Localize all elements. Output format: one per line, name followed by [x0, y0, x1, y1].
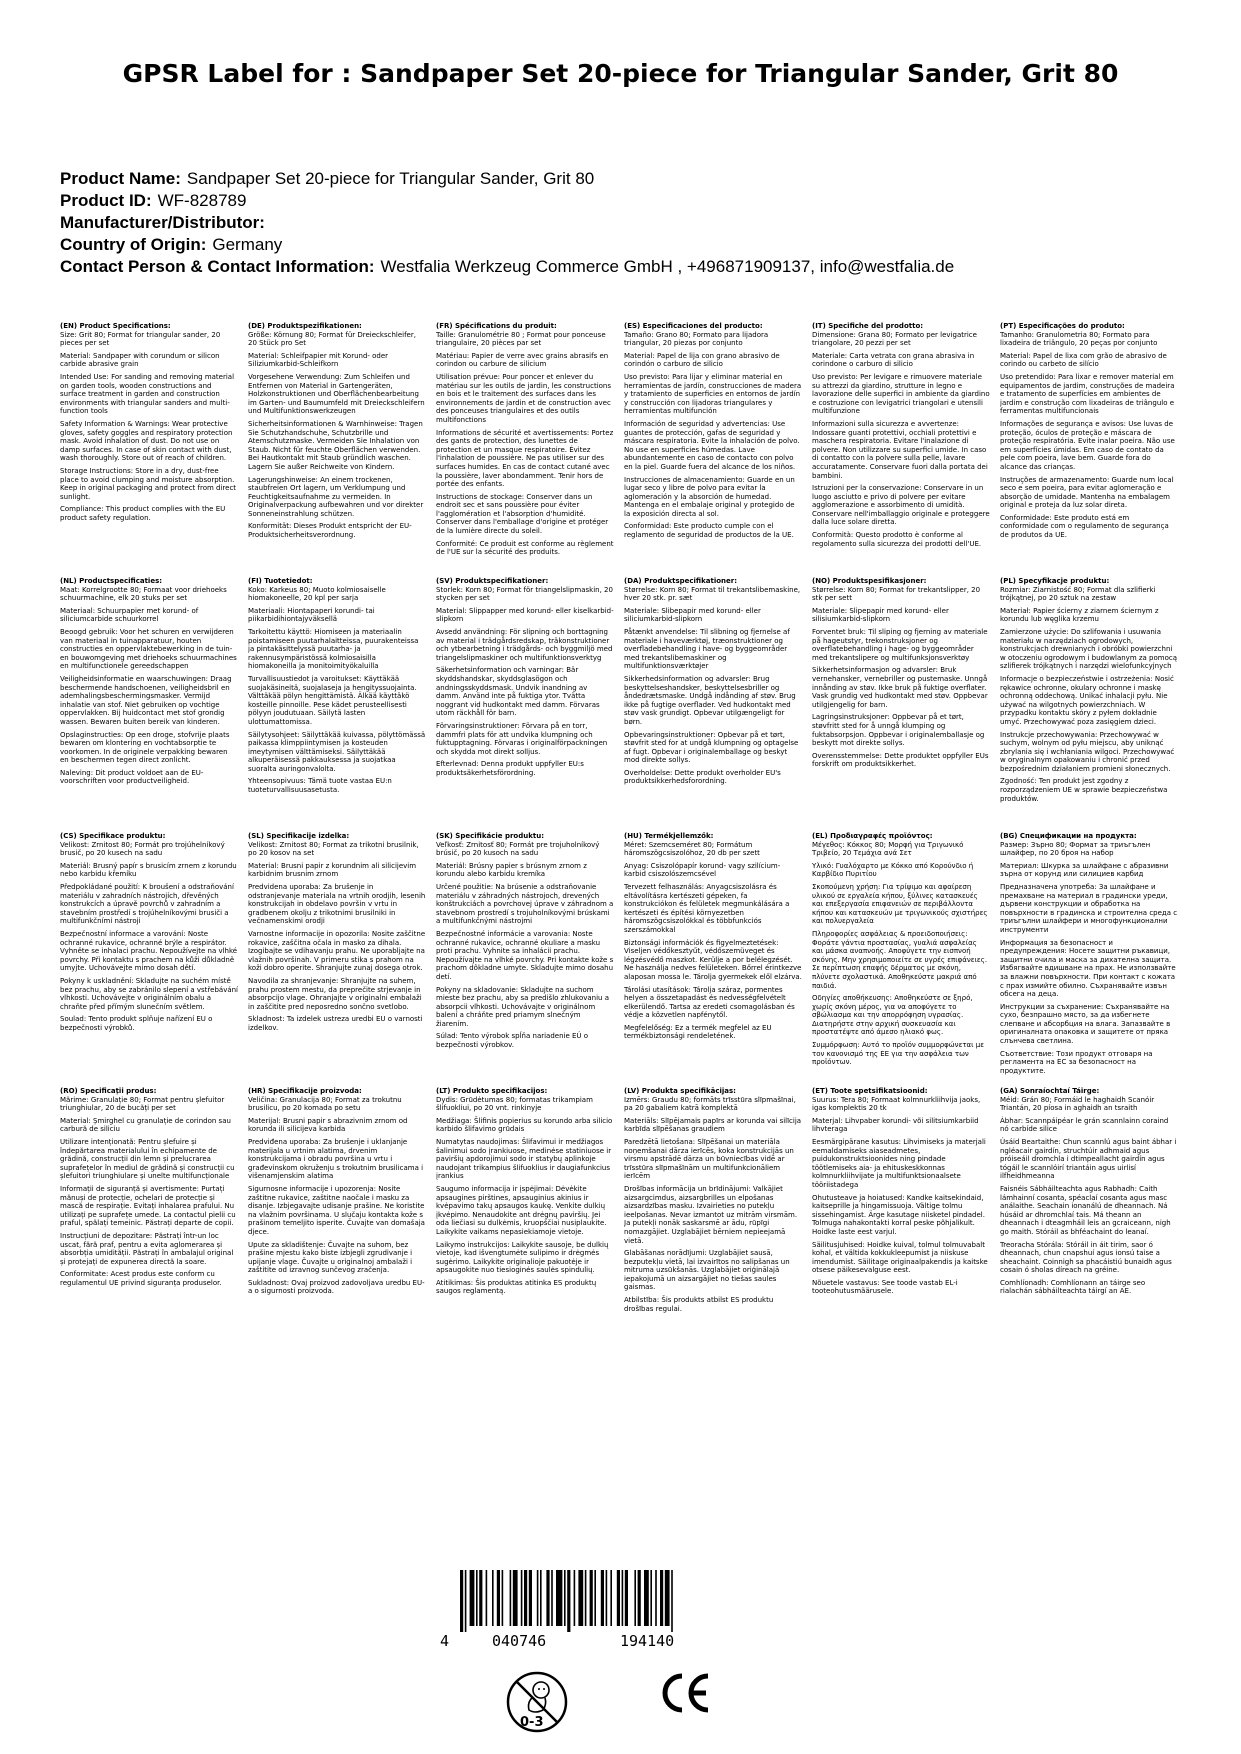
language-paragraph: Varnostne informacije in opozorila: Nosite zaščitne rokavice, zaščitna očala in masko za dihala. Izogibajte se vdihavanju prahu. Ne uporabljajte na vlažnih površinah. V primeru stika s prahom na koži dobro operite. Shranjujte zunaj dosega otrok.	[248, 929, 426, 973]
language-block	[248, 577, 426, 832]
language-header: (CS) Specifikace produktu:	[60, 832, 166, 840]
language-paragraph: Turvallisuustiedot ja varoitukset: Käyttäkää suojakäsineitä, suojalaseja ja hengityssuojainta. Välttäkää pölyn hengittämistä. Älkää käyttäkö kosteille pinnoille. Pese kädet perusteellisesti pölyyn joudutuaan. Säilytä lasten ulottumattomissa.	[248, 674, 417, 726]
language-paragraph: Informacje o bezpieczeństwie i ostrzeżenia: Nosić rękawice ochronne, okulary ochronne i maskę ochronną oddechową. Unikać inhalacji pyłu. Nie używać na wilgotnych powierzchniach. W przypadku kontaktu skóry z pyłem dokładnie umyć. Przechowywać poza zasięgiem dzieci.	[1000, 674, 1174, 726]
language-paragraph: Materiale: Carta vetrata con grana abrasiva in corindone o carburo di silicio	[812, 351, 975, 369]
language-paragraph: Размер: Зърно 80; Формат за триъгълен шлайфер, по 20 броя на набор	[1000, 840, 1151, 858]
language-paragraph: Συμμόρφωση: Αυτό το προϊόν συμμορφώνεται με τον κανονισμό της ΕΕ για την ασφάλεια των προϊόντων.	[812, 1041, 985, 1067]
language-header: (PL) Specyfikacje produktu:	[1000, 577, 1110, 585]
language-paragraph: Beoogd gebruik: Voor het schuren en verwijderen van materiaal in tuinapparatuur, houten constructies en oppervlaktebewerking in de tuin- en bouwomgeving met driehoeks schuurmachines en multifunctionele gereedschappen	[60, 627, 237, 671]
barcode-bar	[497, 1570, 500, 1626]
language-block	[60, 1087, 238, 1342]
language-paragraph: Yhteensopivuus: Tämä tuote vastaa EU:n tuoteturvallisuusasetusta.	[248, 777, 392, 795]
language-paragraph: Größe: Körnung 80; Format für Dreieckschleifer, 20 Stück pro Set	[248, 330, 416, 348]
language-header: (HR) Specifikacije proizvoda:	[248, 1087, 362, 1095]
language-header: (FR) Spécifications du produit:	[436, 322, 557, 330]
language-paragraph: Suurus: Tera 80; Formaat kolmnurkliihvija jaoks, igas komplektis 20 tk	[812, 1095, 981, 1113]
barcode-bar	[644, 1570, 649, 1626]
language-paragraph: Ohutusteave ja hoiatused: Kandke kaitsekindaid, kaitseprille ja hingamissuoja. Vältige tolmu sissehingamist. Ärge kasutage niisketel pindadel. Tolmuga nahakontakti korral peske põhjalikult. Hoidke laste eest varjul.	[812, 1193, 985, 1236]
age-warning-text: 0-3	[520, 1715, 544, 1730]
language-paragraph: Sikkerhetsinformasjon og advarsler: Bruk vernehansker, vernebriller og pustemaske. Unngå innånding av støv. Ikke bruk på fuktige overflater. Vask grundig ved hudkontakt med støv. Oppbevar utilgjengelig for barn.	[812, 666, 988, 709]
language-paragraph: Lagringsinstruksjoner: Oppbevar på et tørt, støvfritt sted for å unngå klumping og fuktabsorpsjon. Oppbevar i originalemballasje og beskytt mot direkte sollys.	[812, 713, 985, 748]
barcode-bar	[634, 1570, 636, 1626]
barcode-bar	[540, 1570, 542, 1626]
language-header: (DE) Produktspezifikationen:	[248, 322, 362, 330]
language-paragraph: Opslaginstructies: Op een droge, stofvrije plaats bewaren om klontering en vochtabsorptie te voorkomen. In de originele verpakking bewaren en beschermen tegen direct zonlicht.	[60, 730, 230, 765]
origin-label: Country of Origin:	[60, 235, 207, 254]
language-paragraph: Upute za skladištenje: Čuvajte na suhom, bez prašine mjestu kako biste izbjegli zgrudivanje i upijanje vlage. Čuvajte u originalnoj ambalaži i zaštitite od izravnog sunčevog zračenja.	[248, 1240, 413, 1275]
language-paragraph: Intended Use: For sanding and removing material on garden tools, wooden constructions and surface treatment in garden and construction environments with triangular sanders and multi-function tools	[60, 372, 235, 416]
barcode-bar	[476, 1570, 478, 1626]
barcode-bar	[479, 1570, 482, 1626]
language-header: (LV) Produkta specifikācijas:	[624, 1087, 736, 1095]
barcode-bar	[524, 1570, 527, 1626]
barcode-right-digits: 194140	[620, 1632, 675, 1650]
language-paragraph: Lagerungshinweise: An einem trockenen, staubfreien Ort lagern, um Verklumpung und Feuchtigkeitsaufnahme zu vermeiden. In Originalverpackung aufbewahren und vor direkter Sonneneinstrahlung schützen.	[248, 475, 424, 518]
language-paragraph: Предназначена употреба: За шлайфане и премахване на материал в градински уреди, дървени конструкции и обработка на повърхности в градинска и строителна среда с триъгълни шлайфери и многофункционални инструменти	[1000, 882, 1178, 934]
manufacturer-row	[60, 212, 1200, 234]
language-paragraph: Safety Information & Warnings: Wear protective gloves, safety goggles and respiratory protection mask. Avoid inhalation of dust. Do not use on damp surfaces. In case of skin contact with dust, wash thoroughly. Store out of reach of children.	[60, 419, 233, 463]
language-block	[436, 832, 614, 1087]
barcode-bar	[622, 1570, 624, 1626]
product-id-value: WF-828789	[157, 191, 247, 210]
language-paragraph: Súlad: Tento výrobok spĺňa nariadenie EÚ o bezpečnosti výrobkov.	[436, 1032, 589, 1050]
language-block	[812, 1087, 990, 1342]
contact-value: Westfalia Werkzeug Commerce GmbH , +496871909137, info@westfalia.de	[380, 257, 955, 276]
language-paragraph: Drošības informācija un brīdinājumi: Valkājiet aizsargcimdus, aizsargbrilles un elpošanas aizsardzības masku. Izvairieties no putekļu ieelpošanas. Nevar izmantot uz mitrām virsmām. Ja putekļi nonāk saskarsmē ar ādu, rūpīgi nomazgājiet. Uzglabājiet bērniem nepieejamā vietā.	[624, 1184, 798, 1245]
barcode-bar	[590, 1570, 593, 1626]
language-paragraph: Sicherheitsinformationen & Warnhinweise: Tragen Sie Schutzhandschuhe, Schutzbrille und Atemschutzmaske. Vermeiden Sie Inhalation von Staub. Nicht für feuchte Oberflächen verwenden. Bei Hautkontakt mit Staub gründlich waschen. Lagern Sie außer Reichweite von Kindern.	[248, 419, 423, 471]
language-paragraph: Tarkoitettu käyttö: Hiomiseen ja materiaalin poistamiseen puutarhalaitteissa, puurakenteissa ja pintakäsittelyssä puutarha- ja rakennusympäristössä kolmiosaisilla hiomakoneilla ja monitoimityökaluilla	[248, 627, 419, 671]
origin-value: Germany	[212, 235, 283, 254]
language-paragraph: Rozmiar: Ziarnistość 80; Format dla szlifierki trójkątnej, po 20 sztuk na zestaw	[1000, 585, 1156, 603]
barcode-bar	[470, 1570, 475, 1626]
language-paragraph: Μέγεθος: Κόκκος 80; Μορφή για Τριγωνικό Τριβείο, 20 Τεμάχια ανά Σετ	[812, 840, 964, 858]
language-paragraph: Veličina: Granulacija 80; Format za trokutnu brusilicu, po 20 komada po setu	[248, 1095, 402, 1113]
language-header: (NL) Productspecificaties:	[60, 577, 163, 585]
barcode-bar	[521, 1570, 523, 1626]
language-paragraph: Størrelse: Korn 80; Format for trekantslipper, 20 stk per sett	[812, 585, 981, 603]
language-header: (GA) Sonraíochtaí Táirge:	[1000, 1087, 1100, 1095]
language-paragraph: Utilisation prévue: Pour poncer et enlever du matériau sur les outils de jardin, les constructions en bois et le traitement des surfaces dans les environnements de jardin et de construction avec des ponceuses triangulaires et des outils multifonctions	[436, 372, 612, 424]
language-paragraph: Velikost: Zrnitost 80; Formát pro trojúhelníkový brusič, po 20 kusech na sadu	[60, 840, 225, 858]
language-band	[60, 832, 1180, 1087]
barcode-bar	[638, 1570, 641, 1626]
language-paragraph: Πληροφορίες ασφάλειας & προειδοποιήσεις: Φοράτε γάντια προστασίας, γυαλιά ασφαλείας και μάσκα αναπνοής. Αποφύγετε την εισπνοή σκόνης. Μην χρησιμοποιείτε σε υγρές επιφάνειες. Σε περίπτωση επαφής δέρματος με σκόνη, πλύνετε σχολαστικά. Αποθηκεύστε μακριά από παιδιά.	[812, 929, 988, 990]
language-paragraph: Tervezett felhasználás: Anyagcsiszolásra és eltávolításra kertészeti gépeken, fa konstrukciókon és felületek megmunkálására a kertészeti és építési környezetben háromszögcsiszolókkal és többfunkciós szerszámokkal	[624, 882, 790, 934]
barcode-bar	[650, 1570, 652, 1626]
origin-row	[60, 234, 1200, 256]
language-header: (ET) Toote spetsifikatsioonid:	[812, 1087, 928, 1095]
age-warning-0-3-icon	[505, 1670, 569, 1738]
barcode	[440, 1570, 760, 1650]
language-block	[1000, 322, 1178, 577]
language-paragraph: Bezpečnostní informace a varování: Noste ochranné rukavice, ochranné brýle a respirátor. Vyhněte se inhalaci prachu. Nepoužívejte na vlhké povrchy. Při kontaktu s prachem na kůži důkladně umyjte. Uchovávejte mimo dosah dětí.	[60, 929, 238, 973]
language-header: (BG) Спецификации на продукта:	[1000, 832, 1137, 840]
language-paragraph: Förvaringsinstruktioner: Förvara på en torr, dammfri plats för att undvika klumpning och fuktupptagning. Förvaras i originalförpackningen och skydda mot direkt solljus.	[436, 721, 608, 756]
product-name-value: Sandpaper Set 20-piece for Triangular Sander, Grit 80	[186, 169, 595, 188]
barcode-bar	[564, 1570, 566, 1626]
language-header: (ES) Especificaciones del producto:	[624, 322, 763, 330]
barcode-bar	[665, 1570, 670, 1626]
language-paragraph: Faisnéis Sábháilteachta agus Rabhadh: Caith lámhainní cosanta, spéaclaí cosanta agus masc análaithe. Seachain ionanálú de dheannach. Ná húsáid ar dhromchlaí tais. Má theann an dheannach i dteagmháil leis an gcraiceann, nigh go maith. Stóráil as bhféachaint do leanaí.	[1000, 1184, 1171, 1236]
language-block	[436, 1087, 614, 1342]
language-band	[60, 322, 1180, 577]
language-paragraph: Material: Papel de lixa com grão de abrasivo de corindo ou carbeto de silício	[1000, 351, 1167, 369]
contact-row	[60, 256, 1200, 278]
language-paragraph: Atbilstība: Šis produkts atbilst ES produktu drošības regulai.	[624, 1296, 774, 1313]
language-paragraph: Size: Grit 80; Format for triangular sander, 20 pieces per set	[60, 330, 221, 348]
language-paragraph: Taille: Granulométrie 80 ; Format pour ponceuse triangulaire, 20 pièces par set	[436, 330, 606, 348]
language-block	[248, 322, 426, 577]
language-paragraph: Méret: Szemcseméret 80; Formátum háromszögcsiszolóhoz, 20 db per szett	[624, 840, 760, 858]
barcode-bar	[486, 1570, 488, 1626]
language-paragraph: Material: Papel de lija con grano abrasivo de corindón o carburo de silicio	[624, 351, 780, 369]
language-header: (LT) Produkto specifikacijos:	[436, 1087, 548, 1095]
barcode-bar	[601, 1570, 604, 1626]
contact-label: Contact Person & Contact Information:	[60, 257, 375, 276]
language-paragraph: Material: Sandpaper with corundum or silicon carbide abrasive grain	[60, 351, 220, 369]
language-paragraph: Информация за безопасност и предупреждения: Носете защитни ръкавици, защитни очила и маска за дихателна защита. Избягвайте вдишване на прах. Не използвайте за влажни повърхности. При контакт с кожата с прах измийте обилно. Съхранявайте извън обсега на деца.	[1000, 938, 1176, 999]
language-paragraph: Materiál: Brusný papír s brusicím zrnem z korundu nebo karbidu křemíku	[60, 861, 237, 879]
ce-mark-icon	[660, 1672, 712, 1718]
language-block	[1000, 577, 1178, 832]
language-paragraph: Säilytysohjeet: Säilyttäkää kuivassa, pölyttömässä paikassa klimppiintymisen ja kosteuden imeytymisen välttämiseksi. Säilyttäkää alkuperäisessä pakkauksessa ja suojatkaa suoralta auringonvalolta.	[248, 730, 426, 773]
language-header: (DA) Produktspecifikationer:	[624, 577, 738, 585]
language-paragraph: Zamierzone użycie: Do szlifowania i usuwania materiału w narzędziach ogrodowych, konstrukcjach drewnianych i obróbki powierzchni w otoczeniu ogrodowym i budowlanym za pomocą szlifierek trójkątnych i narzędzi wielofunkcyjnych	[1000, 627, 1178, 671]
barcode-bar	[529, 1570, 532, 1626]
barcode-bar	[502, 1570, 504, 1626]
language-paragraph: Conformidade: Este produto está em conformidade com o regulamento de segurança de produtos da UE.	[1000, 513, 1169, 540]
language-header: (NO) Produktspesifikasjoner:	[812, 577, 927, 585]
language-block	[812, 832, 990, 1087]
language-paragraph: Glabāšanas norādījumi: Uzglabājiet sausā, bezputekļu vietā, lai izvairītos no salipšanas un mitruma uzsūkšanās. Uzglabājiet oriģinālajā iepakojumā un aizsargājiet no tiešas saules gaismas.	[624, 1249, 790, 1292]
language-paragraph: Určené použitie: Na brúsenie a odstraňovanie materiálu v záhradných nástrojoch, drevených konštrukciách a povrchovej úprave v záhradnom a stavebnom prostredí s trojuholníkovými brúskami a multifunkčnými nástrojmi	[436, 882, 614, 926]
barcode-bar	[617, 1570, 620, 1626]
barcode-bar	[551, 1570, 553, 1626]
language-header: (PT) Especificações do produto:	[1000, 322, 1125, 330]
language-paragraph: Utilizare intenționată: Pentru șlefuire și îndepărtarea materialului în echipamente de grădină, construcții din lemn și prelucrarea suprafețelor în mediul de grădină și construcții cu șlefuitori triunghiulare și unelte multifuncționale	[60, 1137, 235, 1181]
language-paragraph: Úsáid Beartaithe: Chun scannlú agus baint ábhar i ngléacair gairdín, struchtúir adhmaid agus próiseáil dromchla i dtimpeallacht gairdín agus tógáil le scannlóirí triantáin agus uirlisí ilfheidhmeanna	[1000, 1137, 1177, 1181]
language-paragraph: Υλικό: Γυαλόχαρτο με Κόκκο από Κορούνδιο ή Καρβίδιο Πυριτίου	[812, 861, 974, 879]
language-paragraph: Soulad: Tento produkt splňuje nařízení EU o bezpečnosti výrobků.	[60, 1015, 213, 1032]
language-block	[60, 322, 238, 577]
language-paragraph: Materiaali: Hiontapaperi korundi- tai piikarbidihiontajyväksellä	[248, 606, 375, 624]
language-paragraph: Säkerhetsinformation och varningar: Bär skyddshandskar, skyddsglasögon och andningsskyddsmask. Undvik inandning av damm. Använd inte på fuktiga ytor. Tvätta noggrant vid hudkontakt med damm. Förvaras utom räckhåll för barn.	[436, 666, 600, 718]
language-paragraph: Material: Șmirghel cu granulație de corindon sau carbură de siliciu	[60, 1116, 231, 1134]
language-paragraph: Dydis: Grūdėtumas 80; formatas trikampiam šlifuokliui, po 20 vnt. rinkinyje	[436, 1095, 593, 1113]
language-band	[60, 1087, 1180, 1342]
language-block	[248, 1087, 426, 1342]
language-paragraph: Comhlíonadh: Comhlíonann an táirge seo rialachán sábháilteachta táirgí an AE.	[1000, 1278, 1146, 1296]
language-paragraph: Størrelse: Korn 80; Format til trekantslibemaskine, hver 20 stk. pr. sæt	[624, 585, 801, 603]
language-paragraph: Koko: Karkeus 80; Muoto kolmiosaiselle hiomakoneelle, 20 kpl per sarja	[248, 585, 386, 603]
language-paragraph: Uso pretendido: Para lixar e remover material em equipamentos de jardim, construções de madeira e tratamento de superfícies em ambientes de jardim e construção com lixadeiras de triângulo e ferramentas multifuncionais	[1000, 372, 1175, 416]
language-paragraph: Maat: Korrelgrootte 80; Formaat voor driehoeks schuurmachine, elk 20 stuks per set	[60, 585, 227, 603]
barcode-bar	[567, 1570, 570, 1632]
language-paragraph: Uso previsto: Per levigare e rimuovere materiale su attrezzi da giardino, strutture in legno e lavorazione delle superfici in ambiente da giardino e costruzione con levigatrici triangolari e utensili multifunzione	[812, 372, 990, 416]
language-block	[624, 1087, 802, 1342]
product-name-label: Product Name:	[60, 169, 181, 188]
barcode-bars	[460, 1570, 750, 1632]
language-paragraph: Sigurnosne informacije i upozorenja: Nosite zaštitne rukavice, zaštitne naočale i masku za disanje. Izbjegavajte udisanje prašine. Ne koristite na vlažnim površinama. U slučaju kontakta kože s prašinom temeljito isperite. Čuvajte van domašaja djece.	[248, 1184, 425, 1236]
language-paragraph: Forventet bruk: Til sliping og fjerning av materiale på hageutstyr, trekonstruksjoner og overflatebehandling i hage- og byggeområder med trekantslipere og multifunksjonsverktøy	[812, 627, 988, 662]
barcode-bar	[574, 1570, 576, 1626]
barcode-lead-digit: 4	[440, 1632, 450, 1650]
language-paragraph: Conformitate: Acest produs este conform cu regulamentul UE privind siguranța produselor.	[60, 1270, 222, 1287]
language-paragraph: Материал: Шкурка за шлайфане с абразивни зърна от корунд или силициев карбид	[1000, 861, 1169, 879]
language-block	[60, 832, 238, 1087]
language-paragraph: Materiale: Slipepapir med korund- eller silisiumkarbid-slipkorn	[812, 606, 949, 624]
barcode-bar	[606, 1570, 608, 1626]
language-header: (EN) Product Specifications:	[60, 322, 171, 330]
language-block	[436, 577, 614, 832]
language-paragraph: Anyag: Csiszolópapír korund- vagy szilícium-karbid csiszolószemcsével	[624, 861, 781, 879]
language-paragraph: Material: Schleifpapier mit Korund- oder Siliziumkarbid-Schleifkorn	[248, 351, 389, 369]
language-paragraph: Istruzioni per la conservazione: Conservare in un luogo asciutto e privo di polvere per evitare agglomerazione e assorbimento di umidità. Conservare nell'imballaggio originale e proteggere dalla luce solare diretta.	[812, 484, 990, 527]
language-paragraph: Instrucțiuni de depozitare: Păstrați într-un loc uscat, fără praf, pentru a evita aglomerarea și absorbția umidității. Păstrați în ambalajul original și protejați de expunerea directă la soare.	[60, 1231, 234, 1266]
language-paragraph: Pokyny na skladovanie: Skladujte na suchom mieste bez prachu, aby sa predišlo zhlukovaniu a absorpcii vlhkosti. Uchovávajte v originálnom balení a chráňte pred priamym slnečným žiarením.	[436, 985, 609, 1028]
language-paragraph: Predviđena uporaba: Za brušenje i uklanjanje materijala u vrtnim alatima, drvenim konstrukcijama i obradu površina u vrtu i građevinskom okruženju s trokutnim brusilicama i višenamjenskim alatima	[248, 1137, 424, 1181]
language-paragraph: Materiāls: Slīpējamais papīrs ar korunda vai silīcija karbīda slīpēšanas graudiem	[624, 1116, 802, 1134]
barcode-bar	[655, 1570, 657, 1626]
language-paragraph: Información de seguridad y advertencias: Use guantes de protección, gafas de seguridad y máscara respiratoria. Evite la inhalación de polvo. No use en superficies húmedas. Lave abundantemente en caso de contacto con polvo en la piel. Guarde fuera del alcance de los niños.	[624, 419, 800, 471]
language-paragraph: Atitikimas: Šis produktas atitinka ES produktų saugos reglamentą.	[436, 1278, 597, 1296]
language-paragraph: Compliance: This product complies with the EU product safety regulation.	[60, 505, 226, 522]
language-paragraph: Pokyny k uskladnění: Skladujte na suchém místě bez prachu, aby se zabránilo slepení a vstřebávání vlhkosti. Uchovávejte v originálním obalu a chraňte před přímým slunečním světlem.	[60, 976, 238, 1011]
language-paragraph: Materiaal: Schuurpapier met korund- of siliciumcarbide schuurkorrel	[60, 606, 199, 624]
barcode-bar	[671, 1570, 673, 1632]
language-paragraph: Σκοπούμενη χρήση: Για τρίψιμο και αφαίρεση υλικού σε εργαλεία κήπου, ξύλινες κατασκευές και επεξεργασία επιφανειών σε περιβάλλοντα κήπου και κατασκευών με τριγωνικούς σχιστήρες και πολυεργαλεία	[812, 882, 988, 926]
language-paragraph: Naleving: Dit product voldoet aan de EU-voorschriften voor productveiligheid.	[60, 768, 204, 786]
barcode-bar	[546, 1570, 549, 1626]
language-paragraph: Informações de segurança e avisos: Use luvas de proteção, óculos de proteção e máscara de proteção respiratória. Evite inalar poeira. Não use em superfícies úmidas. Em caso de contato da pele com poeira, lave bem. Guarde fora do alcance das crianças.	[1000, 419, 1175, 471]
barcode-bar	[625, 1570, 628, 1626]
page-title: GPSR Label for : Sandpaper Set 20-piece for Triangular Sander, Grit 80	[122, 59, 1119, 88]
language-paragraph: Instruções de armazenamento: Guarde num local seco e sem poeira, para evitar aglomeração e absorção de umidade. Mantenha na embalagem original e proteja da luz solar direta.	[1000, 475, 1174, 510]
language-block	[1000, 1087, 1178, 1342]
language-paragraph: Tamaño: Grano 80; Formato para lijadora triangular, 20 piezas por conjunto	[624, 330, 769, 348]
language-paragraph: Material: Brusni papir z korundnim ali silicijevim karbidnim brusnim zrnom	[248, 861, 417, 879]
language-paragraph: Tárolási utasítások: Tárolja száraz, pormentes helyen a összetapadást és nedvességfelvételt elkerülendő. Tartsa az eredeti csomagolásban és védje a közvetlen napfénytől.	[624, 985, 795, 1020]
barcode-bar	[510, 1570, 512, 1626]
language-paragraph: Méid: Grán 80; Formáid le haghaidh Scanóir Triantán, 20 píosa in aghaidh an tsraith	[1000, 1095, 1155, 1113]
language-block	[436, 322, 614, 577]
language-block	[624, 577, 802, 832]
language-paragraph: Съответствие: Този продукт отговаря на регламента на ЕС за безопасност на продуктите.	[1000, 1049, 1153, 1075]
language-paragraph: Materiał: Papier ścierny z ziarnem ściernym z korundu lub węglika krzemu	[1000, 606, 1159, 624]
barcode-bar	[610, 1570, 612, 1626]
product-id-label: Product ID:	[60, 191, 152, 210]
language-paragraph: Οδηγίες αποθήκευσης: Αποθηκεύστε σε ξηρό, χωρίς σκόνη μέρος, για να αποφύγετε το σβώλιασμα και την απορρόφηση υγρασίας. Διατηρήστε στην αρχική συσκευασία και προστατέψτε από άμεσο ηλιακό φως.	[812, 994, 973, 1037]
language-paragraph: Tamanho: Granulometria 80; Formato para lixadeira de triângulo, 20 peças por conjunto	[1000, 330, 1158, 348]
language-paragraph: Velikost: Zrnitost 80; Format za trikotni brusilnik, po 20 kosov na set	[248, 840, 419, 858]
language-paragraph: Materiál: Brúsny papier s brúsnym zrnom z korundu alebo karbidu kremíka	[436, 861, 587, 879]
barcode-bar	[594, 1570, 596, 1626]
language-header: (HU) Termékjellemzők:	[624, 832, 714, 840]
language-paragraph: Předpokládané použití: K broušení a odstraňování materiálu v zahradních nástrojích, dřevěných konstrukcích a úpravě povrchů v zahradním a stavebním prostředí s trojúhelníkovými brusiči a multifunkčními nástroji	[60, 882, 234, 926]
language-paragraph: Bezpečnostné informácie a varovania: Noste ochranné rukavice, ochranné okuliare a masku proti prachu. Vyhnite sa inhalácii prachu. Nepoužívajte na vlhké povrchy. Pri kontakte kože s prachom dôkladne umyte. Skladujte mimo dosahu detí.	[436, 929, 614, 981]
language-paragraph: Materiale: Slibepapir med korund- eller siliciumkarbid-slipkorn	[624, 606, 761, 624]
language-paragraph: Storlek: Korn 80; Format för triangelslipmaskin, 20 stycken per set	[436, 585, 613, 603]
language-paragraph: Avsedd användning: För slipning och borttagning av material i trädgårdsredskap, träkonstruktioner och ytbearbetning i trädgårds- och byggmiljö med triangelslipmaskiner och multifunktionsverktyg	[436, 627, 613, 662]
barcode-bar	[585, 1570, 587, 1626]
language-paragraph: Opbevaringsinstruktioner: Opbevar på et tørt, støvfrit sted for at undgå klumpning og optagelse af fugt. Opbevar i originalemballage og beskyt mod direkte sollys.	[624, 730, 799, 765]
language-paragraph: Navodila za shranjevanje: Shranjujte na suhem, prahu prostem mestu, da preprečite strjevanje in absorpcijo vlage. Ohranjajte v originalni embalaži in zaščitite pred neposredno sončno svetlobo.	[248, 976, 422, 1011]
language-paragraph: Overholdelse: Dette produkt overholder EU's produktsikkerhedsforordning.	[624, 768, 781, 786]
barcode-bar	[556, 1570, 562, 1626]
language-paragraph: Skladnost: Ta izdelek ustreza uredbi EU o varnosti izdelkov.	[248, 1015, 423, 1032]
language-paragraph: Materijal: Brusni papir s abrazivnim zrnom od korunda ili silicijeva karbida	[248, 1116, 408, 1134]
language-paragraph: Paredzētā lietošana: Slīpēšanai un materiāla noņemšanai dārza ierīcēs, koka konstrukcijās un virsmu apstrādē dārza un būvniecības vidē ar trīsstūra slīpmašīnām un multifunkcionāliem ierīcēm	[624, 1137, 794, 1181]
language-header: (EL) Προδιαγραφές προϊόντος:	[812, 832, 933, 840]
language-header: (SV) Produktspecifikationer:	[436, 577, 549, 585]
language-block	[1000, 832, 1178, 1087]
language-paragraph: Veľkosť: Zrnitosť 80; Formát pre trojuholníkový brúsič, po 20 kusoch na sadu	[436, 840, 600, 858]
barcode-left-digits: 040746	[492, 1632, 547, 1650]
language-paragraph: Medžiaga: Šlifinis popierius su korundo arba silicio karbido šlifavimo grūdais	[436, 1116, 613, 1134]
product-info	[60, 168, 1200, 278]
language-paragraph: Conformité: Ce produit est conforme au règlement de l'UE sur la sécurité des produits.	[436, 539, 614, 557]
language-paragraph: Vorgesehene Verwendung: Zum Schleifen und Entfernen von Material in Gartengeräten, Holzkonstruktionen und Oberflächenbearbeitung im Garten- und Baumumfeld mit Dreieckschleifern und Multifunktionswerkzeugen	[248, 372, 425, 416]
language-paragraph: Conformidad: Este producto cumple con el reglamento de seguridad de productos de la UE.	[624, 522, 794, 540]
language-paragraph: Informazioni sulla sicurezza e avvertenze: Indossare guanti protettivi, occhiali protettivi e maschera respiratoria. Evitare l'inalazione di polvere. Non utilizzare su superfici umide. In caso di contatto con la polvere sulla pelle, lavare accuratamente. Conservare fuori dalla portata dei bambini.	[812, 419, 988, 480]
language-paragraph: Uso previsto: Para lijar y eliminar material en herramientas de jardín, construcciones de madera y tratamiento de superficies en entornos de jardín y construcción con lijadoras triangulares y herramientas multifunción	[624, 372, 802, 416]
language-paragraph: Megfelelőség: Ez a termék megfelel az EU termékbiztonsági rendeletének.	[624, 1023, 772, 1041]
language-band	[60, 577, 1180, 832]
language-paragraph: Conformità: Questo prodotto è conforme al regolamento sulla sicurezza dei prodotti dell'UE.	[812, 531, 982, 548]
language-paragraph: Påtænkt anvendelse: Til slibning og fjernelse af materiale i haveværktøj, træonstruktioner og overfladebehandling i have- og byggeområder med trekantslibemaskiner og multifunktionsværktøjer	[624, 627, 790, 671]
language-paragraph: Sikkerhedsinformation og advarsler: Brug beskyttelseshandsker, beskyttelsesbriller og åndedrætsmaske. Undgå indånding af støv. Brug ikke på fugtige overflader. Ved hudkontakt med støv vask grundigt. Opbevar utilgængeligt for børn.	[624, 674, 796, 726]
language-paragraph: Laikymo instrukcijos: Laikykite sausoje, be dulkių vietoje, kad išvengtumėte sulipimo ir drėgmės sugėrimo. Laikykite originalioje pakuotėje ir apsaugokite nuo tiesioginės saulės spindulių.	[436, 1240, 609, 1275]
language-paragraph: Informații de siguranță și avertismente: Purtați mănuși de protecție, ochelari de protecție și mască de respirație. Evitați inhalarea prafului. Nu utilizați pe suprafețe umede. La contactul pielii cu praful, spălați temeinic. Păstrați departe de copii.	[60, 1184, 236, 1228]
language-paragraph: Saugumo informacija ir įspėjimai: Dėvėkite apsaugines pirštines, apsauginius akinius ir kvėpavimo takų apsaugos kaukę. Venkite dulkių įkvėpimo. Nenaudokite ant drėgnų paviršių. Jei oda liečiasi su dulkėmis, kruopščiai nusiplaukite. Laikykite vaikams nepasiekiamoje vietoje.	[436, 1184, 607, 1236]
language-paragraph: Informations de sécurité et avertissements: Portez des gants de protection, des lunettes de protection et un masque respiratoire. Évitez l'inhalation de poussière. Ne pas utiliser sur des surfaces humides. En cas de contact cutané avec la poussière, laver abondamment. Tenir hors de portée des enfants.	[436, 428, 614, 489]
language-paragraph: Eesmärgipärane kasutus: Lihvimiseks ja materjali eemaldamiseks aiaseadmetes, puidukonstruktsioonides ning pindade töötlemiseks aia- ja ehituskeskkonnas kolmnurkliihvijate ja multifunktsionaalsete tööriistadega	[812, 1137, 986, 1189]
language-paragraph: Mărime: Granulație 80; Format pentru șlefuitor triunghiular, 20 de bucăți per set	[60, 1095, 225, 1113]
barcode-bar	[537, 1570, 539, 1626]
language-paragraph: Sukladnost: Ovaj proizvod zadovoljava uredbu EU-a o sigurnosti proizvoda.	[248, 1278, 425, 1296]
language-paragraph: Biztonsági információk és figyelmeztetések: Viseljen védőkesztyűt, védőszemüveget és légzésvédő maszkot. Kerülje a por belélegzését. Ne használja nedves felületeken. Bőrrel érintkezve alaposan mossa le. Tárolja gyermekek elől elzárva.	[624, 938, 802, 981]
manufacturer-label: Manufacturer/Distributor:	[60, 213, 265, 232]
language-paragraph: Instrukcje przechowywania: Przechowywać w suchym, wolnym od pyłu miejscu, aby uniknąć zbrylania się i wchłaniania wilgoci. Przechowywać w oryginalnym opakowaniu i chronić przed bezpośrednim działaniem promieni słonecznych.	[1000, 730, 1175, 773]
language-block	[812, 577, 990, 832]
barcode-bar	[578, 1570, 583, 1626]
language-paragraph: Overensstemmelse: Dette produktet oppfyller EUs forskrift om produktsikkerhet.	[812, 751, 989, 769]
language-header: (FI) Tuotetiedot:	[248, 577, 313, 585]
barcode-bar	[660, 1570, 663, 1626]
language-paragraph: Säilitusjuhised: Hoidke kuival, tolmul tolmuvabalt kohal, et vältida kokkukleepumist ja niiskuse imendumist. Säilitage originaalpakendis ja kaitske otsese päikesevalguse eest.	[812, 1240, 988, 1275]
language-paragraph: Dimensione: Grana 80; Formato per levigatrice triangolare, 20 pezzi per set	[812, 330, 977, 348]
language-header: (SK) Špecifikácie produktu:	[436, 832, 545, 840]
language-paragraph: Инструкции за съхранение: Съхранявайте на сухо, безпрашно място, за да избегнете слепване и абсорбция на влага. Запазвайте в оригиналната опаковка и защитете от пряка слънчева светлина.	[1000, 1002, 1171, 1046]
language-paragraph: Material: Slippapper med korund- eller kiselkarbid-slipkorn	[436, 606, 614, 624]
language-paragraph: Storage Instructions: Store in a dry, dust-free place to avoid clumping and moisture absorption. Keep in original packaging and protect from direct sunlight.	[60, 466, 237, 501]
barcode-bar	[460, 1570, 463, 1632]
language-block	[248, 832, 426, 1087]
language-paragraph: Izmērs: Graudu 80; formāts trīsstūra slīpmašīnai, pa 20 gabaliem katrā komplektā	[624, 1095, 796, 1113]
language-header: (SL) Specifikacije izdelka:	[248, 832, 350, 840]
language-block	[624, 322, 802, 577]
barcode-bar	[465, 1570, 467, 1632]
language-paragraph: Numatytas naudojimas: Šlifavimui ir medžiagos šalinimui sodo įrankiuose, medinėse statiniuose ir paviršių apdorojimui sodo ir statybų aplinkoje naudojant trikampius šlifuoklius ir daugiafunkcius įrankius	[436, 1137, 612, 1181]
language-header: (IT) Specifiche del prodotto:	[812, 322, 924, 330]
language-paragraph: Konformität: Dieses Produkt entspricht der EU-Produktsicherheitsverordnung.	[248, 522, 412, 540]
language-paragraph: Efterlevnad: Denna produkt uppfyller EU:s produktsäkerhetsförordning.	[436, 760, 584, 777]
language-paragraph: Materjal: Lihvpaber korundi- või silitsiumkarbiid lihvteraga	[812, 1116, 979, 1134]
language-block	[624, 832, 802, 1087]
language-paragraph: Instrucciones de almacenamiento: Guarde en un lugar seco y libre de polvo para evitar la aglomeración y la absorción de humedad. Mantenga en el embalaje original y protegido de la exposición directa al sol.	[624, 475, 795, 518]
product-name-row	[60, 168, 1200, 190]
language-paragraph: Matériau: Papier de verre avec grains abrasifs en corindon ou carbure de silicium	[436, 351, 609, 369]
barcode-bar	[513, 1570, 518, 1626]
language-paragraph: Predvidena uporaba: Za brušenje in odstranjevanje materiala na vrtnih orodjih, lesenih konstrukcijah in obdelavo površin v vrtu in gradbenem okolju z trikotnimi brusilniki in večnamenskimi orodji	[248, 882, 426, 926]
product-id-row	[60, 190, 1200, 212]
language-header: (RO) Specificații produs:	[60, 1087, 157, 1095]
language-paragraph: Ábhar: Scannpáipéar le grán scannlainn coraind nó carbíde silice	[1000, 1116, 1169, 1134]
language-block	[60, 577, 238, 832]
barcode-bar	[492, 1570, 494, 1626]
language-paragraph: Veiligheidsinformatie en waarschuwingen: Draag beschermende handschoenen, veiligheidsbril en ademhalingsbeschermingsmasker. Vermijd inhalatie van stof. Niet gebruiken op vochtige oppervlakken. Bij huidcontact met stof grondig wassen. Bewaren buiten bereik van kinderen.	[60, 674, 232, 726]
language-paragraph: Instructions de stockage: Conserver dans un endroit sec et sans poussière pour éviter l'agglomération et l'absorption d'humidité. Conserver dans l'emballage d'origine et protéger de la lumière directe du soleil.	[436, 492, 609, 536]
language-paragraph: Zgodność: Ten produkt jest zgodny z rozporządzeniem UE w sprawie bezpieczeństwa produktów.	[1000, 777, 1168, 803]
language-paragraph: Nõuetele vastavus: See toode vastab EL-i tooteohutusmäärusele.	[812, 1278, 958, 1296]
language-block	[812, 322, 990, 577]
language-paragraph: Treoracha Stórála: Stóráil in áit tirim, saor ó dheannach, chun cnapshuí agus ionsú taise a sheachaint. Coinnigh sa phacáistiú bunaidh agus cosain ó sholas díreach na gréine.	[1000, 1240, 1172, 1275]
